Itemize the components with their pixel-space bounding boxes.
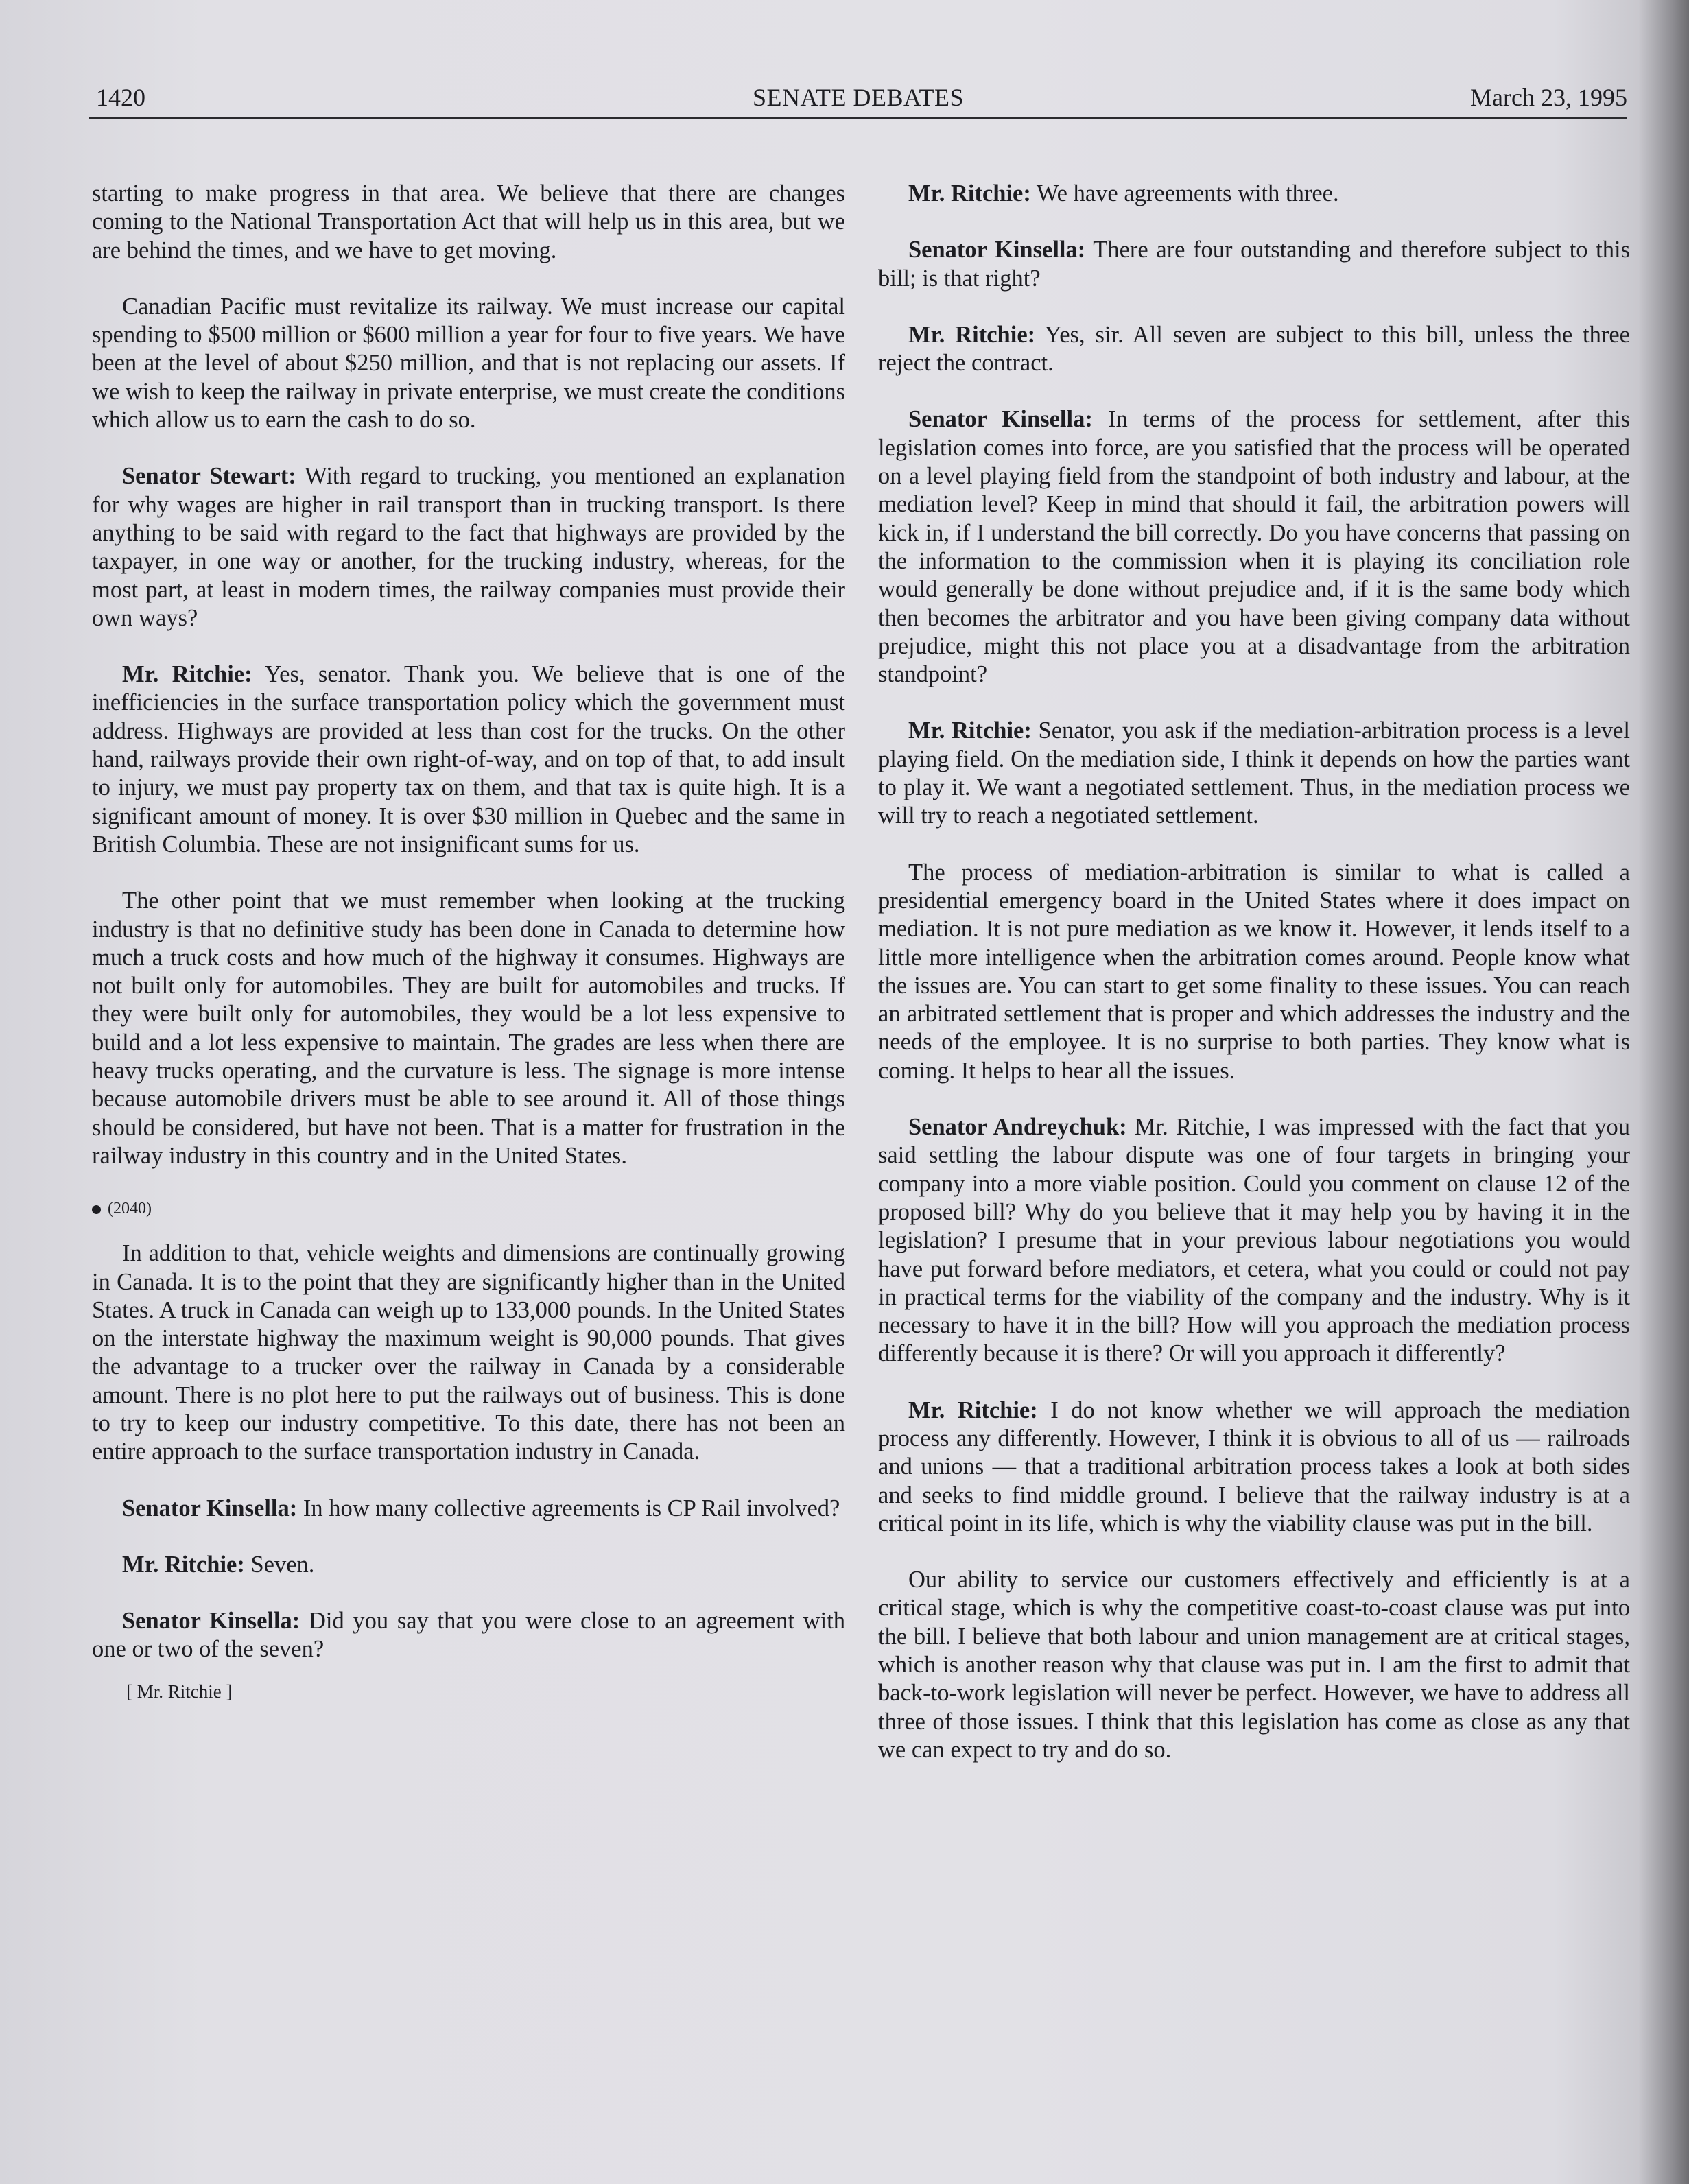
speaker-name: Senator Stewart: <box>122 463 296 490</box>
speaker-name: Mr. Ritchie: <box>122 1551 245 1578</box>
speech-paragraph <box>92 1607 845 1664</box>
speech-text: In how many collective agreements is CP Rail involved? <box>297 1495 840 1521</box>
left-column <box>92 180 845 1706</box>
publication-date: March 23, 1995 <box>1470 84 1627 111</box>
speech-text: Seven. <box>244 1551 315 1578</box>
speech-paragraph <box>878 405 1630 689</box>
speaker-name: Senator Kinsella: <box>122 1608 300 1635</box>
speaker-name: Mr. Ritchie: <box>122 661 252 688</box>
page-number: 1420 <box>96 84 145 111</box>
paragraph: The other point that we must remember when looking at the trucking industry is that no definitive study has been done in Canada to determine how much a truck costs and how much of the highway it consumes. Highways are not built only for automobiles. They are built for automobiles and trucks. If they were built only for automobiles, they would be a lot less expensive to build and a lot less expensive to maintain. The grades are less when there are heavy trucks operating, and the curvature is less. The signage is more intense because automobile drivers must be able to see around it. All of those things should be considered, but have not been. That is a matter for frustration in the railway industry in this country and in the United States. <box>92 888 845 1169</box>
speech-text: Senator, you ask if the mediation-arbitration process is a level playing field. On the mediation side, I think it depends on how the parties want to play it. We want a negotiated settlement. Thus, in the mediation process we will try to reach a negotiated settlement. <box>878 717 1630 829</box>
speaker-name: Mr. Ritchie: <box>908 321 1036 348</box>
speech-text: Yes, sir. All seven are subject to this bill, unless the three reject the contract. <box>878 321 1630 377</box>
paragraph: The process of mediation-arbitration is similar to what is called a presidential emergency board in the United States where it does impact on mediation. It is not pure mediation as we know it. However, it lends itself to a little more intelligence when the arbitration comes around. People know what the issues are. You can start to get some finality to these issues. You can reach an arbitrated settlement that is proper and which addresses the industry and the needs of the employee. It is no surprise to both parties. They know what is coming. It helps to hear all the issues. <box>878 859 1630 1084</box>
time-marker <box>92 1198 845 1219</box>
speech-paragraph <box>878 180 1630 208</box>
speech-text: Mr. Ritchie, I was impressed with the fact that you said settling the labour dispute was one of four targets in bringing your company into a more viable position. Could you comment on clause 12 of the proposed bill? Why do you believe that it may help you by having it in the legislation? I presume that in your previous labour negotiations you would have put forward before mediators, et cetera, what you could or could not pay in practical terms for the viability of the company and the industry. Why is it necessary to have it in the bill? How will you approach the mediation process differently because it is there? Or will you approach it differently? <box>878 1114 1630 1367</box>
speech-paragraph <box>92 661 845 859</box>
speech-paragraph <box>92 1551 845 1579</box>
speaker-name: Senator Kinsella: <box>908 406 1093 433</box>
speaker-name: Senator Kinsella: <box>122 1495 298 1521</box>
speech-text: With regard to trucking, you mentioned an explanation for why wages are higher in rail transport than in trucking transport. Is there anything to be said with regard to the fact that highways are provided by the taxpayer, in one way or another, for the trucking industry, whereas, for the most part, at least in modern times, the railway companies must provide their own ways? <box>92 463 846 631</box>
paragraph: Canadian Pacific must revitalize its railway. We must increase our capital spending to $500 million or $600 million a year for four to five years. We have been at the level of about $250 million, and that is not replacing our assets. If we wish to keep the railway in private enterprise, we must create the conditions which allow us to earn the cash to do so. <box>92 293 845 434</box>
publication-title: SENATE DEBATES <box>752 84 964 111</box>
speech-text: Did you say that you were close to an agreement with one or two of the seven? <box>92 1608 845 1663</box>
speaker-name: Mr. Ritchie: <box>908 717 1032 744</box>
speech-paragraph <box>878 236 1630 293</box>
speech-paragraph <box>878 321 1630 378</box>
speech-paragraph <box>878 1397 1630 1538</box>
speech-text: In terms of the process for settlement, after this legislation comes into force, are you satisfied that the process will be operated on a level playing field from the standpoint of both industry and labour, at the mediation level? Keep in mind that should it fail, the arbitration powers will kick in, if I understand the bill correctly. Do you have concerns that passing on the information to the commission when it is playing its conciliation role would generally be done without prejudice and, if it is the same body which then becomes the arbitrator and you have been giving company data without prejudice, might this not place you at a disadvantage from the arbitration standpoint? <box>878 406 1631 688</box>
speaker-name: Mr. Ritchie: <box>908 180 1031 206</box>
speaker-continuation-tag: [ Mr. Ritchie ] <box>126 1681 233 1702</box>
speaker-name: Senator Kinsella: <box>908 237 1086 263</box>
right-column <box>878 180 1630 1792</box>
paragraph: Our ability to service our customers effectively and efficiently is at a critical stage, which is why the competitive coast-to-coast clause was put into the bill. I believe that both labour and union management are at critical stages, which is another reason why that clause was put in. I am the first to admit that back-to-work legislation will never be perfect. However, we have to address all three of those issues. I think that this legislation has come as close as any that we can expect to try and do so. <box>878 1567 1630 1763</box>
speech-paragraph <box>878 1113 1630 1368</box>
paragraph: starting to make progress in that area. We believe that there are changes coming to the National Transportation Act that will help us in this area, but we are behind the times, and we have to get moving. <box>92 180 845 263</box>
speech-text: I do not know whether we will approach the mediation process any differently. However, I think it is obvious to all of us — railroads and unions — that a traditional arbitration process takes a look at both sides and seeks to find middle ground. I believe that the railway industry is at a critical point in its life, which is why the viability clause was put in the bill. <box>878 1397 1630 1536</box>
bullet-dot-icon <box>92 1205 101 1214</box>
speech-text: We have agreements with three. <box>1030 180 1339 206</box>
speech-paragraph <box>92 1495 845 1523</box>
speech-paragraph <box>878 717 1630 830</box>
speaker-name: Senator Andreychuk: <box>908 1114 1127 1141</box>
speaker-name: Mr. Ritchie: <box>908 1397 1038 1423</box>
paragraph: In addition to that, vehicle weights and dimensions are continually growing in Canada. It is to the point that they are significantly higher than in the United States. A truck in Canada can weigh up to 133,000 pounds. In the United States on the interstate highway the maximum weight is 90,000 pounds. That gives the advantage to a trucker over the railway in Canada by a considerable amount. There is no plot here to put the railways out of business. This is done to try to keep our industry competitive. To this date, there has not been an entire approach to the surface transportation industry in Canada. <box>92 1240 845 1465</box>
running-header <box>89 82 1627 119</box>
speech-paragraph <box>92 462 845 632</box>
speech-text: There are four outstanding and therefore subject to this bill; is that right? <box>878 237 1630 292</box>
time-marker-text: (2040) <box>108 1200 152 1218</box>
speech-text: Yes, senator. Thank you. We believe that is one of the inefficiencies in the surface transportation policy which the government must address. Highways are provided at less than cost for the trucks. On the other hand, railways provide their own right-of-way, and on top of that, to add insult to injury, we must pay property tax on them, and that tax is quite high. It is a significant amount of money. It is over $30 million in Quebec and the same in British Columbia. These are not insignificant sums for us. <box>92 661 845 857</box>
